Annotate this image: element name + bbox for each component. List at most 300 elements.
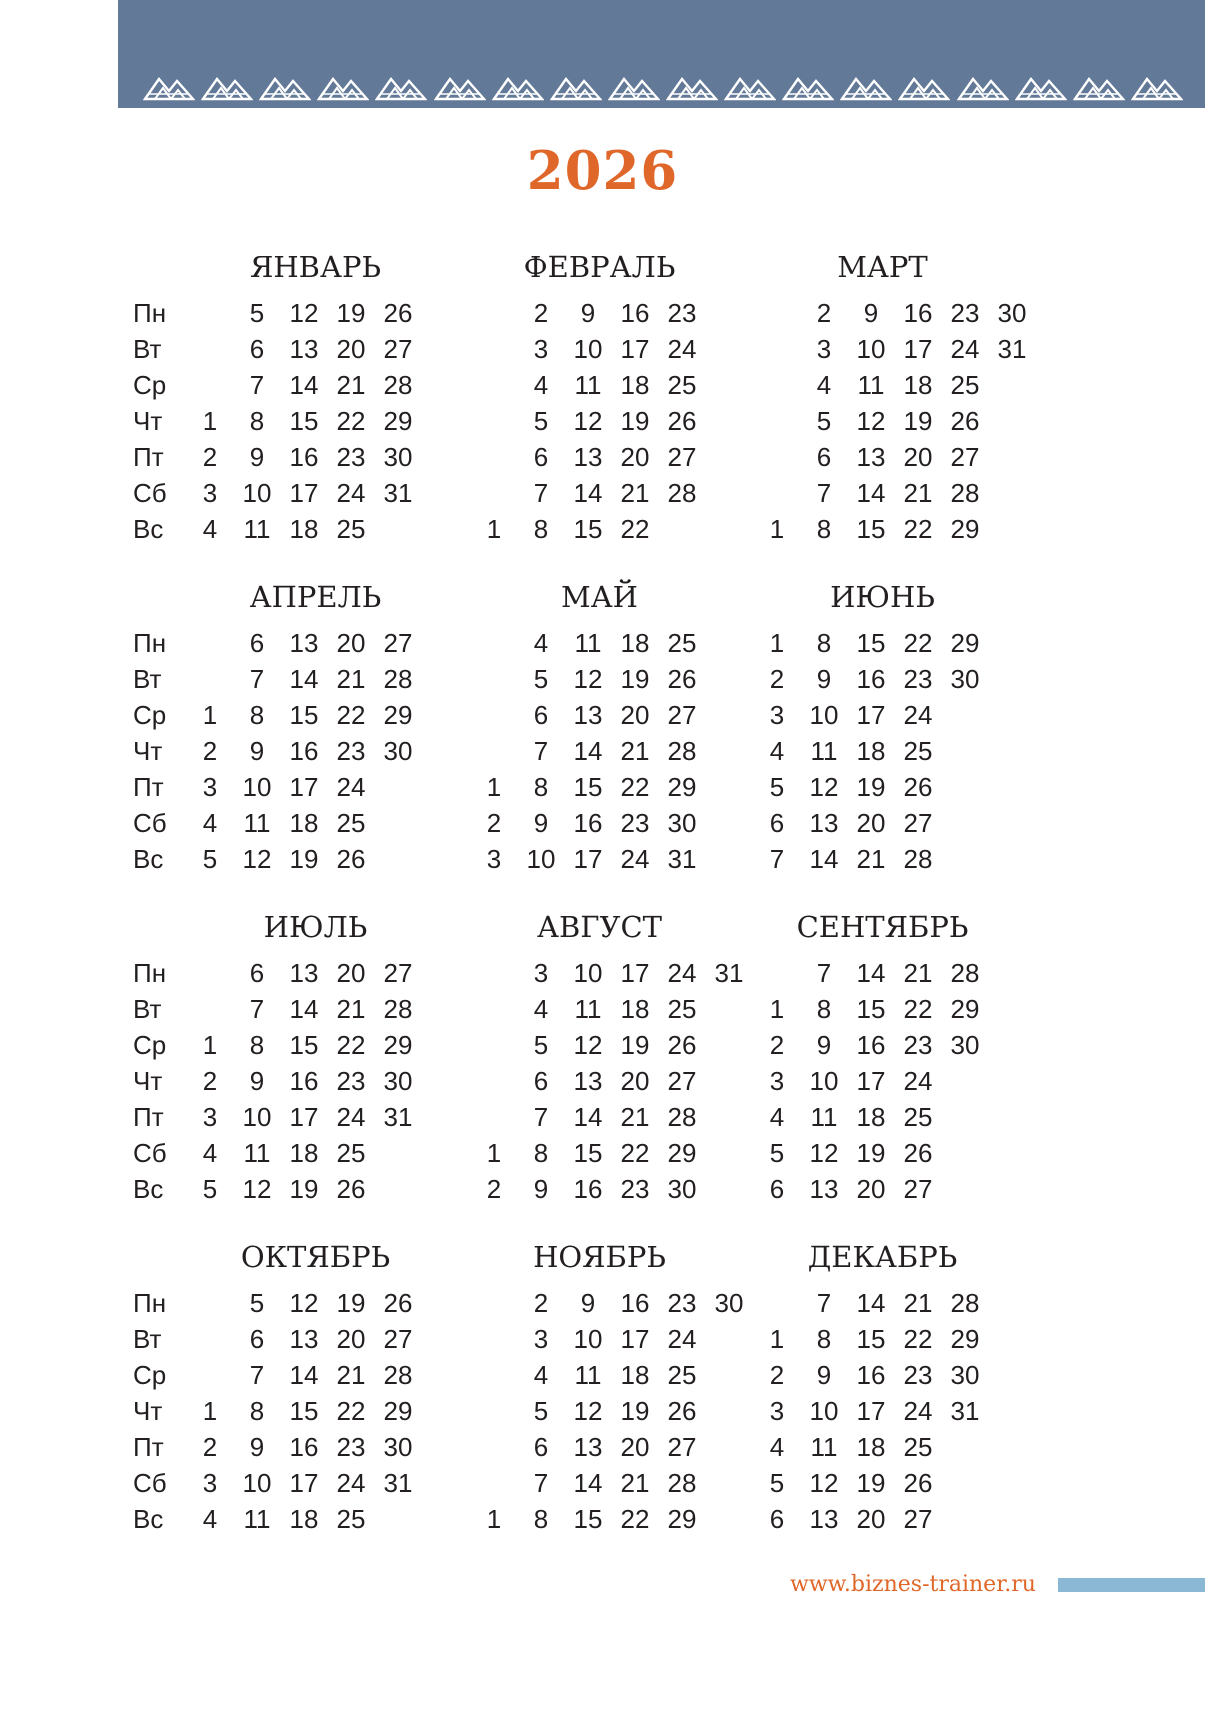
date-cell: 19 [856,1138,886,1168]
date-cell: 25 [903,736,933,766]
date-cell: 19 [620,406,650,436]
date-cell: 9 [816,1030,832,1060]
date-cell: 12 [856,406,886,436]
date-cell: 5 [816,406,832,436]
date-cell: 12 [809,772,839,802]
mountain-icon [608,73,660,101]
weekday-label: Ср [133,370,167,400]
weekday-column [133,955,193,1207]
date-cell: 14 [573,1468,603,1498]
date-cell: 22 [620,1504,650,1534]
date-cell: 15 [289,406,319,436]
date-cell: 12 [242,844,272,874]
date-cell: 5 [249,298,265,328]
weekday-label: Вс [133,844,164,874]
month-name: ОКТЯБРЬ [240,1240,391,1274]
date-cell: 13 [856,442,886,472]
date-cell: 21 [620,1102,650,1132]
date-cell: 2 [486,1174,502,1204]
date-cell: 16 [573,808,603,838]
date-cell: 3 [533,334,549,364]
date-cell: 16 [289,1066,319,1096]
weekday-label: Ср [133,1030,167,1060]
date-cell: 27 [903,1504,933,1534]
date-cell: 13 [289,1324,319,1354]
weekday-label: Пт [133,772,164,802]
date-cell: 14 [573,1102,603,1132]
date-cell: 14 [856,958,886,988]
weekday-label: Пн [133,298,167,328]
date-cell: 4 [533,370,549,400]
date-cell: 27 [383,1324,413,1354]
date-cell: 10 [242,1102,272,1132]
date-cell: 24 [336,772,366,802]
date-cell: 25 [667,1360,697,1390]
date-cell: 21 [336,370,366,400]
date-cell: 24 [620,844,650,874]
mountain-icon [898,73,950,101]
date-cell: 15 [289,700,319,730]
date-cell: 20 [620,700,650,730]
date-cell: 31 [997,334,1027,364]
date-cell: 1 [202,1396,218,1426]
date-cell: 18 [289,514,319,544]
date-cell: 24 [667,958,697,988]
weekday-label: Пт [133,1432,164,1462]
date-cell: 17 [856,1066,886,1096]
website-link[interactable]: www.biznes-trainer.ru [790,1572,1036,1597]
date-cell: 13 [809,1504,839,1534]
weekday-label: Чт [133,736,163,766]
date-cell: 17 [289,1468,319,1498]
month-block [765,577,1065,877]
weekday-label: Сб [133,478,167,508]
month-name: СЕНТЯБРЬ [796,910,969,944]
date-cell: 27 [903,808,933,838]
date-cell: 21 [856,844,886,874]
date-cell: 11 [574,370,602,400]
date-cell: 29 [667,1138,697,1168]
date-cell: 27 [667,700,697,730]
date-cell: 25 [667,994,697,1024]
date-cell: 22 [336,1396,366,1426]
date-cell: 14 [856,478,886,508]
date-cell: 5 [769,1138,785,1168]
date-cell: 1 [202,1030,218,1060]
weekday-label: Ср [133,700,167,730]
date-cell: 7 [769,844,785,874]
mountain-icon [840,73,892,101]
date-cell: 27 [667,1432,697,1462]
weekday-label: Вс [133,1504,164,1534]
date-cell: 16 [289,736,319,766]
date-cell: 30 [950,1360,980,1390]
date-cell: 20 [336,958,366,988]
date-cell: 20 [620,1432,650,1462]
date-cell: 11 [810,1102,838,1132]
date-cell: 2 [769,664,785,694]
date-cell: 11 [243,808,271,838]
date-cell: 24 [667,1324,697,1354]
date-cell: 21 [620,1468,650,1498]
date-cell: 4 [769,1432,785,1462]
date-cell: 26 [903,1468,933,1498]
date-cell: 31 [383,478,413,508]
date-cell: 10 [242,1468,272,1498]
date-cell: 26 [667,406,697,436]
date-cell: 28 [667,1468,697,1498]
date-cell: 18 [289,808,319,838]
date-cell: 11 [574,1360,602,1390]
date-cell: 7 [533,1102,549,1132]
date-cell: 20 [856,808,886,838]
date-cell: 9 [816,664,832,694]
date-cell: 9 [249,1066,265,1096]
weekday-label: Вс [133,1174,164,1204]
date-cell: 29 [950,1324,980,1354]
date-cell: 23 [903,1360,933,1390]
date-cell: 15 [573,1138,603,1168]
date-cell: 18 [856,736,886,766]
date-cell: 30 [950,1030,980,1060]
date-cell: 19 [336,298,366,328]
date-cell: 1 [769,1324,785,1354]
date-cell: 9 [533,1174,549,1204]
mountain-ornament [143,73,1183,101]
date-cell: 24 [950,334,980,364]
date-cell: 30 [997,298,1027,328]
date-cell: 15 [289,1396,319,1426]
date-cell: 6 [533,1066,549,1096]
date-cell: 2 [533,298,549,328]
date-cell: 13 [573,1432,603,1462]
month-block [765,247,1065,547]
date-cell: 23 [620,808,650,838]
date-cell: 21 [903,478,933,508]
date-cell: 4 [533,994,549,1024]
date-cell: 5 [249,1288,265,1318]
date-cell: 6 [249,1324,265,1354]
date-cell: 9 [249,736,265,766]
mountain-icon [666,73,718,101]
mountain-icon [143,73,195,101]
date-cell: 5 [769,1468,785,1498]
date-cell: 5 [533,664,549,694]
date-cell: 5 [533,406,549,436]
date-cell: 17 [289,478,319,508]
date-cell: 7 [816,958,832,988]
mountain-icon [550,73,602,101]
date-cell: 11 [810,736,838,766]
date-cell: 26 [903,1138,933,1168]
date-cell: 10 [242,478,272,508]
date-cell: 23 [336,736,366,766]
date-cell: 6 [769,808,785,838]
date-cell: 6 [249,628,265,658]
date-cell: 26 [336,1174,366,1204]
date-cell: 20 [620,442,650,472]
date-cell: 9 [580,1288,596,1318]
date-cell: 30 [383,442,413,472]
date-cell: 13 [573,700,603,730]
date-cell: 16 [289,442,319,472]
date-cell: 2 [202,442,218,472]
date-cell: 22 [336,1030,366,1060]
date-cell: 17 [573,844,603,874]
mountain-icon [1015,73,1067,101]
weekday-label: Вс [133,514,164,544]
date-cell: 14 [289,1360,319,1390]
mountain-icon [434,73,486,101]
date-cell: 5 [533,1030,549,1060]
weekday-label: Сб [133,1468,167,1498]
date-cell: 18 [620,994,650,1024]
date-cell: 14 [856,1288,886,1318]
month-name: МАРТ [837,250,928,284]
mountain-icon [492,73,544,101]
date-cell: 22 [903,628,933,658]
date-cell: 28 [667,478,697,508]
date-cell: 27 [667,1066,697,1096]
date-cell: 28 [903,844,933,874]
date-cell: 17 [620,1324,650,1354]
date-cell: 16 [903,298,933,328]
weekday-label: Чт [133,1396,163,1426]
date-cell: 13 [809,808,839,838]
date-cell: 8 [249,1030,265,1060]
date-cell: 3 [769,700,785,730]
date-cell: 4 [202,1138,218,1168]
month-block [198,1237,498,1537]
month-block [765,907,1065,1207]
weekday-label: Сб [133,808,167,838]
date-cell: 29 [383,1030,413,1060]
date-cell: 29 [950,628,980,658]
date-cell: 8 [816,628,832,658]
date-cell: 20 [336,628,366,658]
date-cell: 30 [667,808,697,838]
weekday-label: Вт [133,1324,162,1354]
date-cell: 8 [533,772,549,802]
date-cell: 9 [249,1432,265,1462]
date-cell: 18 [620,1360,650,1390]
header-banner [118,0,1205,108]
weekday-label: Пт [133,1102,164,1132]
date-cell: 11 [574,994,602,1024]
date-cell: 29 [950,994,980,1024]
date-cell: 20 [336,1324,366,1354]
date-cell: 1 [202,700,218,730]
date-cell: 12 [242,1174,272,1204]
date-cell: 6 [769,1174,785,1204]
date-cell: 9 [863,298,879,328]
date-cell: 10 [809,1396,839,1426]
date-cell: 16 [856,1360,886,1390]
weekday-label: Сб [133,1138,167,1168]
date-cell: 11 [243,1504,271,1534]
month-block [198,907,498,1207]
weekday-column [133,625,193,877]
date-cell: 23 [336,1432,366,1462]
date-cell: 23 [336,1066,366,1096]
date-cell: 18 [856,1102,886,1132]
month-name: АПРЕЛЬ [249,580,382,614]
month-block [198,247,498,547]
date-cell: 18 [289,1504,319,1534]
date-cell: 15 [856,994,886,1024]
date-cell: 14 [809,844,839,874]
date-cell: 8 [533,514,549,544]
date-cell: 15 [289,1030,319,1060]
date-cell: 7 [816,478,832,508]
date-cell: 17 [620,334,650,364]
date-cell: 12 [573,664,603,694]
date-cell: 11 [243,1138,271,1168]
date-cell: 1 [486,1138,502,1168]
date-cell: 3 [202,772,218,802]
date-cell: 2 [202,1432,218,1462]
date-cell: 19 [289,844,319,874]
date-cell: 22 [620,772,650,802]
month-block [482,247,782,547]
date-cell: 17 [620,958,650,988]
date-cell: 8 [249,406,265,436]
weekday-label: Пн [133,1288,167,1318]
weekday-label: Вт [133,664,162,694]
date-cell: 7 [249,664,265,694]
date-cell: 13 [809,1174,839,1204]
date-cell: 9 [533,808,549,838]
month-name: ИЮНЬ [830,580,935,614]
date-cell: 2 [202,1066,218,1096]
month-name: МАЙ [561,580,638,614]
date-cell: 28 [383,370,413,400]
date-cell: 8 [816,1324,832,1354]
date-cell: 23 [620,1174,650,1204]
month-name: ДЕКАБРЬ [807,1240,958,1274]
date-cell: 24 [903,700,933,730]
date-cell: 16 [856,664,886,694]
mountain-icon [1073,73,1125,101]
date-cell: 8 [249,1396,265,1426]
date-cell: 19 [856,772,886,802]
date-cell: 11 [810,1432,838,1462]
date-cell: 18 [620,370,650,400]
date-cell: 24 [336,1102,366,1132]
date-cell: 13 [573,1066,603,1096]
date-cell: 9 [249,442,265,472]
date-cell: 22 [620,1138,650,1168]
date-cell: 15 [856,628,886,658]
date-cell: 4 [533,1360,549,1390]
date-cell: 22 [903,1324,933,1354]
date-cell: 10 [573,1324,603,1354]
date-cell: 13 [573,442,603,472]
date-cell: 26 [336,844,366,874]
date-cell: 14 [289,664,319,694]
date-cell: 3 [486,844,502,874]
date-cell: 3 [816,334,832,364]
date-cell: 4 [769,1102,785,1132]
date-cell: 6 [533,442,549,472]
date-cell: 26 [903,772,933,802]
weekday-column [133,1285,193,1537]
date-cell: 24 [336,1468,366,1498]
date-cell: 7 [816,1288,832,1318]
date-cell: 21 [620,736,650,766]
date-cell: 20 [620,1066,650,1096]
date-cell: 27 [383,334,413,364]
date-cell: 14 [573,478,603,508]
date-cell: 3 [533,1324,549,1354]
month-name: АВГУСТ [537,910,662,944]
date-cell: 17 [289,1102,319,1132]
month-block [482,1237,782,1537]
date-cell: 24 [667,334,697,364]
date-cell: 21 [903,1288,933,1318]
date-cell: 6 [533,1432,549,1462]
date-cell: 27 [950,442,980,472]
date-cell: 31 [383,1468,413,1498]
date-cell: 7 [533,478,549,508]
date-cell: 4 [533,628,549,658]
date-cell: 3 [533,958,549,988]
date-cell: 31 [383,1102,413,1132]
date-cell: 19 [620,1396,650,1426]
date-cell: 15 [573,1504,603,1534]
date-cell: 25 [903,1432,933,1462]
date-cell: 26 [383,298,413,328]
date-cell: 18 [856,1432,886,1462]
date-cell: 1 [202,406,218,436]
date-cell: 19 [856,1468,886,1498]
date-cell: 29 [383,406,413,436]
date-cell: 30 [714,1288,744,1318]
date-cell: 30 [383,736,413,766]
date-cell: 23 [667,1288,697,1318]
date-cell: 20 [903,442,933,472]
date-cell: 19 [336,1288,366,1318]
date-cell: 19 [620,664,650,694]
mountain-icon [259,73,311,101]
date-cell: 31 [667,844,697,874]
date-cell: 8 [816,994,832,1024]
date-cell: 11 [857,370,885,400]
date-cell: 19 [620,1030,650,1060]
date-cell: 15 [573,514,603,544]
date-cell: 17 [289,772,319,802]
date-cell: 22 [336,406,366,436]
date-cell: 2 [533,1288,549,1318]
date-cell: 12 [809,1468,839,1498]
date-cell: 19 [903,406,933,436]
date-cell: 21 [336,1360,366,1390]
date-cell: 28 [950,478,980,508]
date-cell: 14 [289,994,319,1024]
date-cell: 28 [383,1360,413,1390]
date-cell: 30 [383,1432,413,1462]
date-cell: 13 [289,628,319,658]
date-cell: 4 [769,736,785,766]
date-cell: 4 [816,370,832,400]
date-cell: 5 [202,844,218,874]
weekday-label: Пт [133,442,164,472]
month-name: ИЮЛЬ [263,910,368,944]
month-block [765,1237,1065,1537]
date-cell: 15 [856,1324,886,1354]
date-cell: 10 [573,334,603,364]
date-cell: 4 [202,514,218,544]
